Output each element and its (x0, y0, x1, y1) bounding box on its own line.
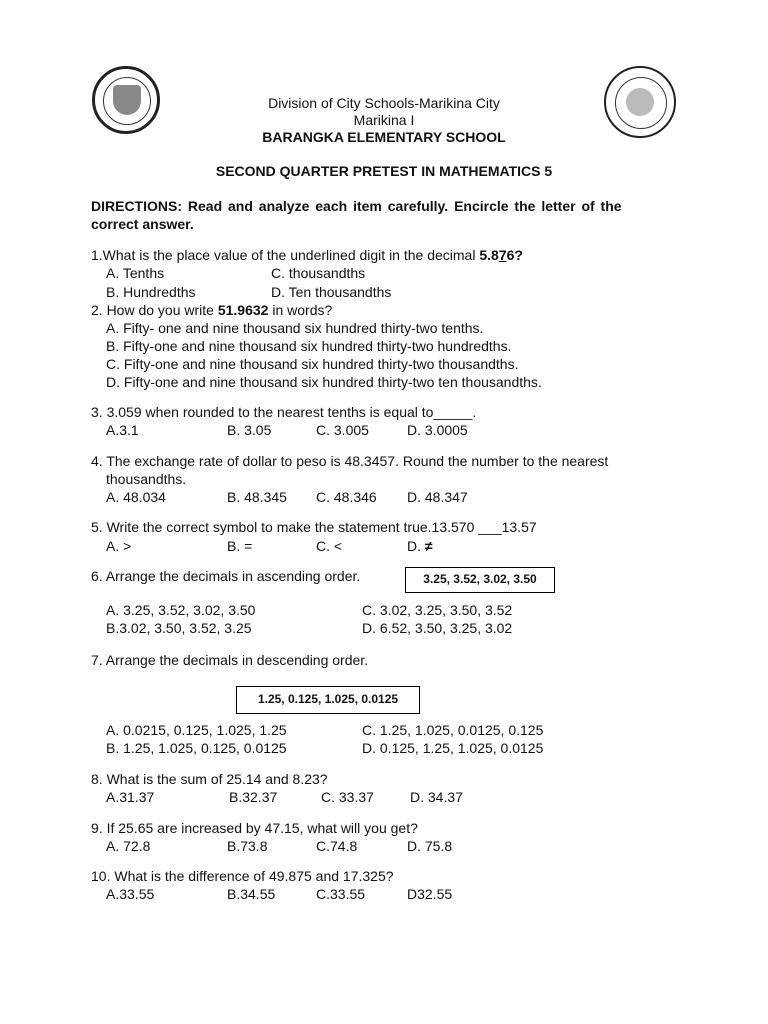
q7-option-a[interactable]: A. 0.0215, 0.125, 1.025, 1.25 (106, 722, 287, 738)
q5-option-c[interactable]: C. < (316, 538, 343, 554)
q1-option-c[interactable]: C. thousandths (271, 265, 366, 281)
q3-option-c[interactable]: C. 3.005 (316, 422, 369, 438)
q10-option-d[interactable]: D32.55 (407, 886, 453, 902)
q6-option-c[interactable]: C. 3.02, 3.25, 3.50, 3.52 (362, 602, 513, 618)
q5-option-b[interactable]: B. = (227, 538, 253, 554)
q2-option-c[interactable]: C. Fifty-one and nine thousand six hundred thirty-two thousandths. (106, 356, 519, 372)
q6-decimals-box: 3.25, 3.52, 3.02, 3.50 (405, 567, 555, 593)
question-2: 2. How do you write 51.9632 in words? (91, 302, 333, 318)
school-name: BARANGKA ELEMENTARY SCHOOL (262, 129, 506, 145)
q10-option-b[interactable]: B.34.55 (227, 886, 276, 902)
q9-option-d[interactable]: D. 75.8 (407, 838, 453, 854)
q2-option-a[interactable]: A. Fifty- one and nine thousand six hundred thirty-two tenths. (106, 320, 484, 336)
q7-option-c[interactable]: C. 1.25, 1.025, 0.0125, 0.125 (362, 722, 544, 738)
question-8: 8. What is the sum of 25.14 and 8.23? (91, 771, 328, 787)
q7-option-d[interactable]: D. 0.125, 1.25, 1.025, 0.0125 (362, 740, 544, 756)
q7-decimals-box: 1.25, 0.125, 1.025, 0.0125 (236, 686, 420, 714)
q2-option-b[interactable]: B. Fifty-one and nine thousand six hundred thirty-two hundredths. (106, 338, 512, 354)
q9-option-c[interactable]: C.74.8 (316, 838, 358, 854)
q3-option-a[interactable]: A.3.1 (106, 422, 139, 438)
division-line: Division of City Schools-Marikina City (268, 95, 500, 111)
question-9: 9. If 25.65 are increased by 47.15, what will you get? (91, 820, 418, 836)
question-4-cont: thousandths. (106, 471, 187, 487)
directions-cont: correct answer. (91, 216, 194, 232)
question-1: 1.What is the place value of the underlined digit in the decimal 5.876? (91, 247, 523, 263)
question-5: 5. Write the correct symbol to make the statement true.13.570 ___13.57 (91, 519, 537, 535)
q2-option-d[interactable]: D. Fifty-one and nine thousand six hundred thirty-two ten thousandths. (106, 374, 542, 390)
q6-option-d[interactable]: D. 6.52, 3.50, 3.25, 3.02 (362, 620, 513, 636)
q9-option-a[interactable]: A. 72.8 (106, 838, 151, 854)
directions: DIRECTIONS: Read and analyze each item carefully. Encircle the letter of the (91, 198, 622, 214)
question-3: 3. 3.059 when rounded to the nearest tenths is equal to_____. (91, 404, 477, 420)
q4-option-a[interactable]: A. 48.034 (106, 489, 166, 505)
q7-option-b[interactable]: B. 1.25, 1.025, 0.125, 0.0125 (106, 740, 287, 756)
q3-option-b[interactable]: B. 3.05 (227, 422, 272, 438)
q10-option-a[interactable]: A.33.55 (106, 886, 155, 902)
q6-option-b[interactable]: B.3.02, 3.50, 3.52, 3.25 (106, 620, 252, 636)
q4-option-c[interactable]: C. 48.346 (316, 489, 377, 505)
q4-option-b[interactable]: B. 48.345 (227, 489, 287, 505)
q9-option-b[interactable]: B.73.8 (227, 838, 268, 854)
q5-option-d[interactable]: D. ≠ (407, 538, 433, 554)
q1-option-d[interactable]: D. Ten thousandths (271, 284, 392, 300)
q6-option-a[interactable]: A. 3.25, 3.52, 3.02, 3.50 (106, 602, 256, 618)
q10-option-c[interactable]: C.33.55 (316, 886, 366, 902)
question-4: 4. The exchange rate of dollar to peso is 48.3457. Round the number to the nearest (91, 453, 609, 469)
q1-option-a[interactable]: A. Tenths (106, 265, 165, 281)
q8-option-d[interactable]: D. 34.37 (410, 789, 463, 805)
q1-option-b[interactable]: B. Hundredths (106, 284, 196, 300)
district-line: Marikina I (353, 112, 415, 128)
question-7: 7. Arrange the decimals in descending order. (91, 652, 369, 668)
q3-option-d[interactable]: D. 3.0005 (407, 422, 468, 438)
question-10: 10. What is the difference of 49.875 and 17.325? (91, 868, 394, 884)
q5-option-a[interactable]: A. > (106, 538, 132, 554)
q4-option-d[interactable]: D. 48.347 (407, 489, 468, 505)
q8-option-b[interactable]: B.32.37 (229, 789, 278, 805)
q8-option-a[interactable]: A.31.37 (106, 789, 155, 805)
question-6: 6. Arrange the decimals in ascending order. (91, 568, 361, 584)
test-title: SECOND QUARTER PRETEST IN MATHEMATICS 5 (215, 163, 553, 179)
q8-option-c[interactable]: C. 33.37 (321, 789, 374, 805)
